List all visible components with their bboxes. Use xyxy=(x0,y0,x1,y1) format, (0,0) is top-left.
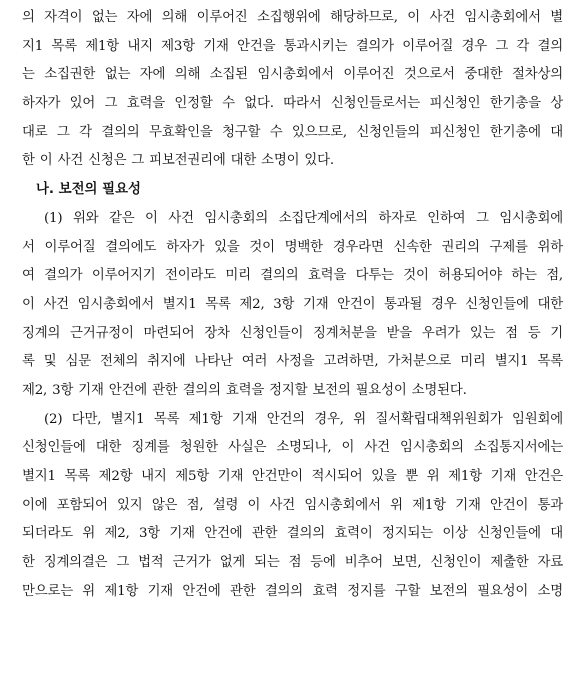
text-line: 만으로는 위 제1항 기재 안건에 관한 결의의 효력 정지를 구할 보전의 필요성이 소명 xyxy=(22,583,563,599)
text-line: 신청인들에 대한 징계를 청원한 사실은 소명되나, 이 사건 임시총회의 소집통지서에는 xyxy=(22,440,563,456)
text-line: 되더라도 위 제2, 3항 기재 안건에 관한 결의의 효력이 정지되는 이상 신청인들에 대 xyxy=(22,526,563,542)
text-line: 징계의 근거규정이 마련되어 장차 신청인들이 징계처분을 받을 우려가 있는 점 등 기 xyxy=(22,325,563,341)
section-heading: 나. 보전의 필요성 xyxy=(36,182,141,198)
text-line: (1) 위와 같은 이 사건 임시총회의 소집단계에서의 하자로 인하여 그 임시총회에 xyxy=(44,210,563,226)
text-line: 의 자격이 없는 자에 의해 이루어진 소집행위에 해당하므로, 이 사건 임시총회에서 별 xyxy=(22,10,563,25)
text-line: 한 이 사건 신청은 그 피보전권리에 대한 소명이 있다. xyxy=(22,153,334,169)
text-line: 별지1 목록 제2항 내지 제5항 기재 안건만이 적시되어 있을 뿐 위 제1항 기재 안건은 xyxy=(22,469,563,484)
text-line: 이 사건 임시총회에서 별지1 목록 제2, 3항 기재 안건이 통과될 경우 신청인들에 대한 xyxy=(22,296,563,312)
text-line: 는 소집권한 없는 자에 의해 소집된 임시총회에서 이루어진 것으로서 중대한 절차상의 xyxy=(22,67,563,83)
text-line: 여 결의가 이루어지기 전이라도 미리 결의의 효력을 다투는 것이 허용되어야 하는 점, xyxy=(22,268,563,284)
paragraph-necessity-1 xyxy=(22,205,563,406)
text-line: 지1 목록 제1항 내지 제3항 기재 안건을 통과시키는 결의가 이루어질 경우 그 각 결의 xyxy=(22,38,563,54)
text-line: 제2, 3항 기재 안건에 관한 결의의 효력을 정지할 보전의 필요성이 소명된다. xyxy=(22,382,467,398)
text-line: 서 이루어질 결의에도 하자가 있을 것이 명백한 경우라면 신속한 권리의 구제를 위하 xyxy=(22,239,563,255)
text-line: 한 징계의결은 그 법적 근거가 없게 되는 점 등에 비추어 보면, 신청인이 제출한 자료 xyxy=(22,555,563,571)
text-line: (2) 다만, 별지1 목록 제1항 기재 안건의 경우, 위 질서확립대책위원회가 임원회에 xyxy=(44,411,563,427)
paragraph-preservation-right xyxy=(22,4,563,176)
text-line: 대로 그 각 결의의 무효확인을 청구할 수 있으므로, 신청인들의 피신청인 한기총에 대 xyxy=(22,124,563,140)
text-line: 록 및 심문 전체의 취지에 나타난 여러 사정을 고려하면, 가처분으로 미리 별지1 목록 xyxy=(22,354,563,370)
text-line: 이에 포함되어 있지 않은 점, 설령 이 사건 임시총회에서 위 제1항 기재 안건이 통과 xyxy=(22,497,563,513)
paragraph-necessity-2 xyxy=(22,406,563,607)
text-line: 하자가 있어 그 효력을 인정할 수 없다. 따라서 신청인들로서는 피신청인 한기총을 상 xyxy=(22,96,563,112)
